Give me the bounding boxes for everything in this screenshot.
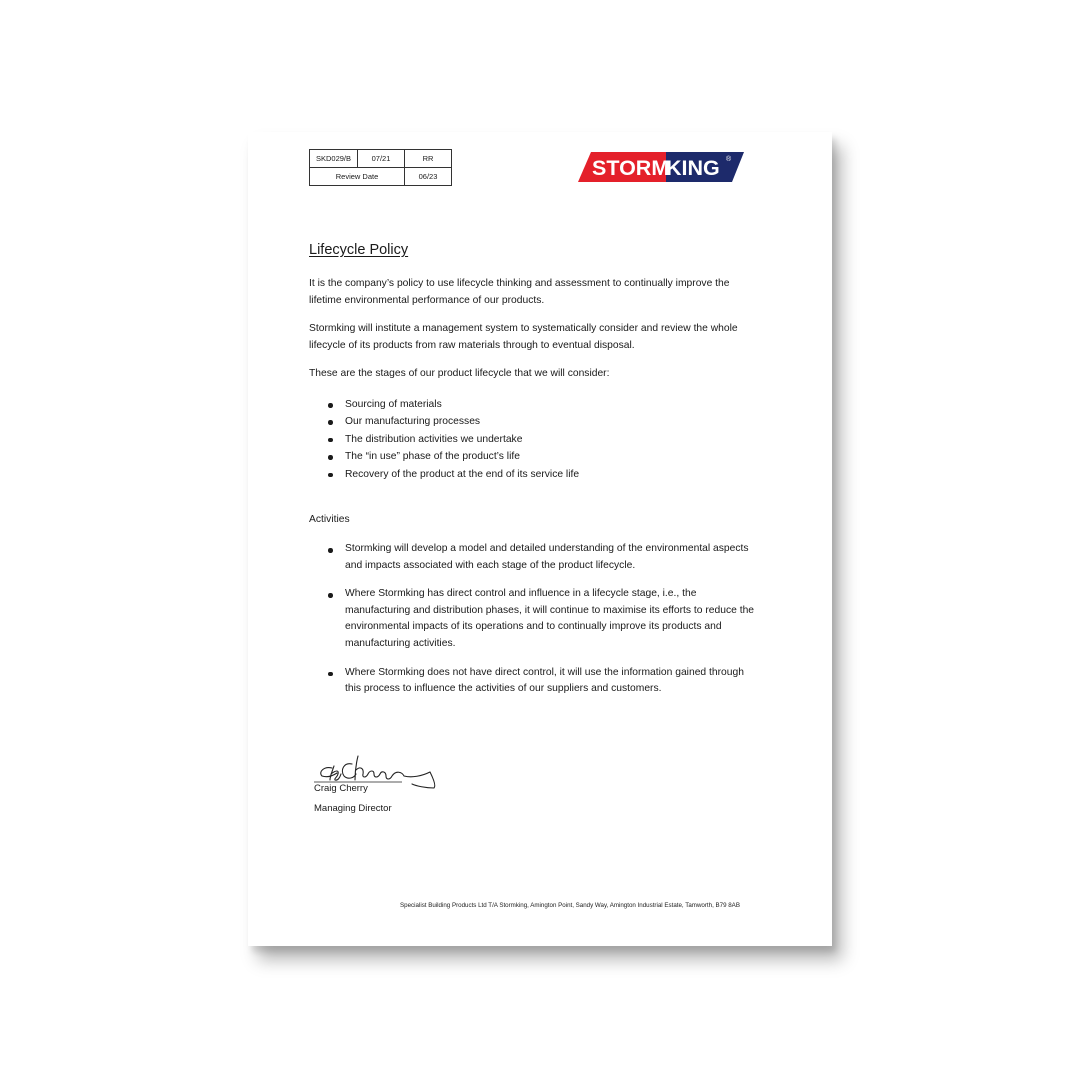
stage-text: The distribution activities we undertake: [345, 433, 523, 445]
intro-paragraph: It is the company’s policy to use lifecycle thinking and assessment to continually improve the lifetime environmental performance of our products.: [309, 278, 730, 306]
document-page: [248, 132, 832, 946]
logo-text-storm: STORM: [592, 156, 670, 180]
bullet-icon: [328, 548, 333, 553]
list-item: [309, 541, 759, 574]
bullet-icon: [328, 403, 333, 408]
system-paragraph: Stormking will institute a management system to systematically consider and review the whole lifecycle of its products from raw materials through to eventual disposal.: [309, 323, 738, 351]
registered-mark: ®: [726, 156, 732, 163]
list-item: [309, 413, 759, 430]
page-title: Lifecycle Policy: [309, 242, 409, 258]
list-item: [309, 431, 759, 448]
activity-text: Where Stormking has direct control and influence in a lifecycle stage, i.e., the manufacturing and distribution phases, it will continue to maximise its efforts to reduce the environmental impacts of its operations and to continually improve its products and manufacturing activities.: [345, 588, 755, 649]
footer-address: Specialist Building Products Ltd T/A Stormking, Amington Point, Sandy Way, Amington Industrial Estate, Tamworth, B79 8AB: [400, 902, 740, 909]
list-item: [309, 665, 759, 698]
document-code: SKD029/B: [310, 150, 358, 168]
bullet-icon: [328, 672, 333, 677]
stage-text: Sourcing of materials: [345, 399, 442, 410]
list-item: [309, 586, 759, 652]
stormking-logo: [578, 152, 744, 182]
document-control-table: [309, 149, 452, 186]
author-initials: RR: [405, 150, 452, 168]
bullet-icon: [328, 438, 333, 443]
stage-text: Our manufacturing processes: [345, 416, 481, 428]
stage-text: The “in use” phase of the product’s life: [345, 451, 520, 463]
bullet-icon: [328, 473, 333, 478]
signatory-name: Craig Cherry: [314, 783, 368, 794]
lifecycle-stages-list: [309, 396, 759, 483]
bullet-icon: [328, 420, 333, 425]
activity-text: Where Stormking does not have direct control, it will use the information gained through this process to influence the activities of our suppliers and customers.: [345, 666, 744, 695]
stages-intro-paragraph: These are the stages of our product lifecycle that we will consider:: [309, 368, 610, 379]
bullet-icon: [328, 455, 333, 460]
list-item: [309, 396, 759, 413]
activities-list: [309, 541, 759, 710]
logo-text-king: KING: [666, 156, 720, 180]
issue-date: 07/21: [358, 150, 405, 168]
stage-text: Recovery of the product at the end of its service life: [345, 468, 580, 480]
signatory-role: Managing Director: [314, 803, 392, 814]
list-item: [309, 448, 759, 465]
list-item: [309, 466, 759, 483]
bullet-icon: [328, 593, 333, 598]
activity-text: Stormking will develop a model and detailed understanding of the environmental aspects and impacts associated with each stage of the product lifecycle.: [345, 543, 749, 571]
review-date-value: 06/23: [405, 168, 452, 186]
review-date-label: Review Date: [310, 168, 405, 186]
activities-heading: Activities: [309, 514, 350, 525]
